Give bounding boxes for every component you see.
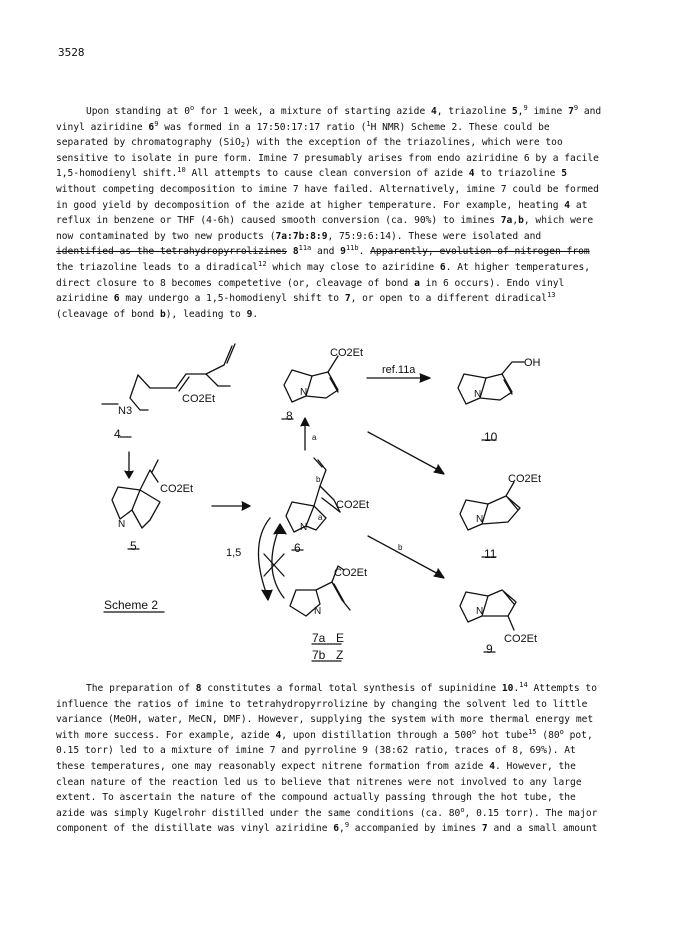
- pyrrolizine-n-label-8: N: [300, 387, 308, 398]
- para2-line-2: influence the ratios of imine to tetrahydropyrrolizine by changing the solvent led to little: [56, 698, 588, 710]
- isomer-e-label: E: [336, 631, 345, 645]
- co2et-label-7: CO2Et: [334, 567, 368, 579]
- compound-6-structure: [286, 458, 340, 532]
- paragraph-2: [56, 681, 626, 837]
- imine-n-label: N: [314, 606, 322, 617]
- para1-line-3: separated by chromatography (SiO$_2$) with the exception of the triazolines, which were too: [56, 137, 563, 150]
- compound-label-9: 9: [486, 642, 493, 656]
- bond-b-label-arrow: b: [398, 543, 403, 552]
- compound-label-4: 4: [114, 427, 121, 441]
- para1-line-4: sensitive to isolate in pure form. Imine 7 presumably arises from endo aziridine 6 by a facile: [56, 152, 599, 164]
- co2et-label-5: CO2Et: [160, 483, 194, 495]
- para2-line-7: clean nature of the reaction led us to believe that nitrenes were not involved to any large: [56, 776, 582, 788]
- para2-line-10: component of the distillate was vinyl aziridine 6,$^9$ accompanied by imines 7 and a small amount: [56, 821, 598, 835]
- para2-line-1: The preparation of 8 constitutes a formal total synthesis of supinidine 10.14 Attempts to: [86, 681, 597, 694]
- para1-line-11: the triazoline leads to a diradical$^{12}$ which may close to aziridine 6. At higher temperatures,: [56, 259, 591, 273]
- compound-8-structure: [284, 356, 338, 402]
- reference-label: ref.11a: [382, 364, 416, 376]
- para2-line-5: 0.15 torr) led to a mixture of imine 7 and pyrroline 9 (38:62 ratio, traces of 8, 69%). At: [56, 745, 576, 757]
- co2et-label-8: CO2Et: [330, 347, 364, 359]
- para1-line-10: identified as the tetrahydropyrrolizines $8^{11a}$ and $9^{11b}$. Apparently, evolution of nitrogen from: [56, 244, 590, 258]
- para1-line-8: reflux in benzene or THF (4-6h) caused smooth conversion (ca. 90%) to imines 7a,b, which were: [56, 215, 594, 227]
- para1-line-13: aziridine 6 may undergo a 1,5-homodienyl shift to 7, or open to a different diradical$^{13}$: [56, 291, 556, 305]
- triazoline-n-label: N: [118, 519, 126, 530]
- bond-a-label-6: a: [318, 513, 323, 522]
- para2-line-4: with more success. For example, azide 4, upon distillation through a 500$^o$ hot tube$^{15}$ (80$^o$ pot,: [56, 727, 593, 741]
- para1-line-1: Upon standing at 0$^o$ for 1 week, a mixture of starting azide 4, triazoline 5,$^9$ imine $7^9$ and: [86, 104, 602, 117]
- co2et-label-9: CO2Et: [504, 633, 538, 645]
- pyrrolizine-n-label-9: N: [476, 606, 484, 617]
- para1-line-5: 1,5-homodienyl shift.$^{10}$ All attempts to cause clean conversion of azide 4 to triazoline 5: [56, 166, 567, 180]
- para2-line-8: extent. To ascertain the nature of the compound actually passing through the hot tube, the: [56, 792, 576, 804]
- compound-label-11: 11: [484, 547, 497, 561]
- para1-line-9: now contaminated by two new products (7a:7b:8:9, 75:9:6:14). These were isolated and: [56, 230, 542, 242]
- compound-label-6: 6: [294, 541, 301, 555]
- compound-5-structure: [112, 460, 160, 528]
- aziridine-n-label: N: [300, 522, 308, 533]
- compound-label-10: 10: [484, 430, 498, 444]
- compound-10-structure: [458, 362, 524, 404]
- para2-line-6: these temperatures, one may reasonably expect nitrene formation from azide 4. However, the: [56, 760, 576, 772]
- para1-line-7: in good yield by decomposition of the azide at higher temperature. For example, heating 4 at: [56, 199, 588, 211]
- bond-b-label-6: b: [316, 475, 321, 484]
- isomer-z-label: Z: [336, 648, 344, 662]
- n3-label: N3: [118, 405, 133, 417]
- para1-line-2: vinyl aziridine $6^9$ was formed in a 17:50:17:17 ratio ($^1$H NMR) Scheme 2. These could be: [56, 119, 550, 133]
- page-number: 3528: [58, 46, 85, 59]
- co2et-label-11: CO2Et: [508, 473, 542, 485]
- pyrrolizine-n-label-10: N: [474, 389, 482, 400]
- compound-11-structure: [460, 482, 520, 530]
- scheme-title: Scheme 2: [104, 598, 159, 612]
- compound-label-8: 8: [286, 409, 293, 423]
- compound-9-structure: [460, 590, 516, 630]
- bond-a-label-arrow: a: [312, 433, 317, 442]
- co2et-label-4: CO2Et: [182, 393, 216, 405]
- para2-line-9: azide was simply Kugelrohr distilled under the same conditions (ca. 80$^o$, 0.15 torr). The major: [56, 805, 598, 819]
- compound-4-structure: [102, 344, 235, 410]
- shift-1-5-label: 1,5: [226, 547, 242, 559]
- para1-line-12: direct closure to 8 becomes competetive (or, cleavage of bond a in 6 occurs). Endo vinyl: [56, 277, 565, 289]
- compound-label-5: 5: [130, 539, 137, 553]
- compound-label-7a: 7a: [312, 631, 326, 645]
- para2-line-3: variance (MeOH, water, MeCN, DMF). However, supplying the system with more thermal energy met: [56, 714, 594, 726]
- oh-label: OH: [524, 357, 541, 369]
- pyrrolizine-n-label-11: N: [476, 514, 484, 525]
- compound-label-7b: 7b: [312, 648, 326, 662]
- para1-line-14: (cleavage of bond b), leading to 9.: [56, 308, 259, 320]
- co2et-label-6: CO2Et: [336, 499, 370, 511]
- para1-line-6: without competing decomposition to imine 7 have failed. Alternatively, imine 7 could be formed: [56, 183, 599, 195]
